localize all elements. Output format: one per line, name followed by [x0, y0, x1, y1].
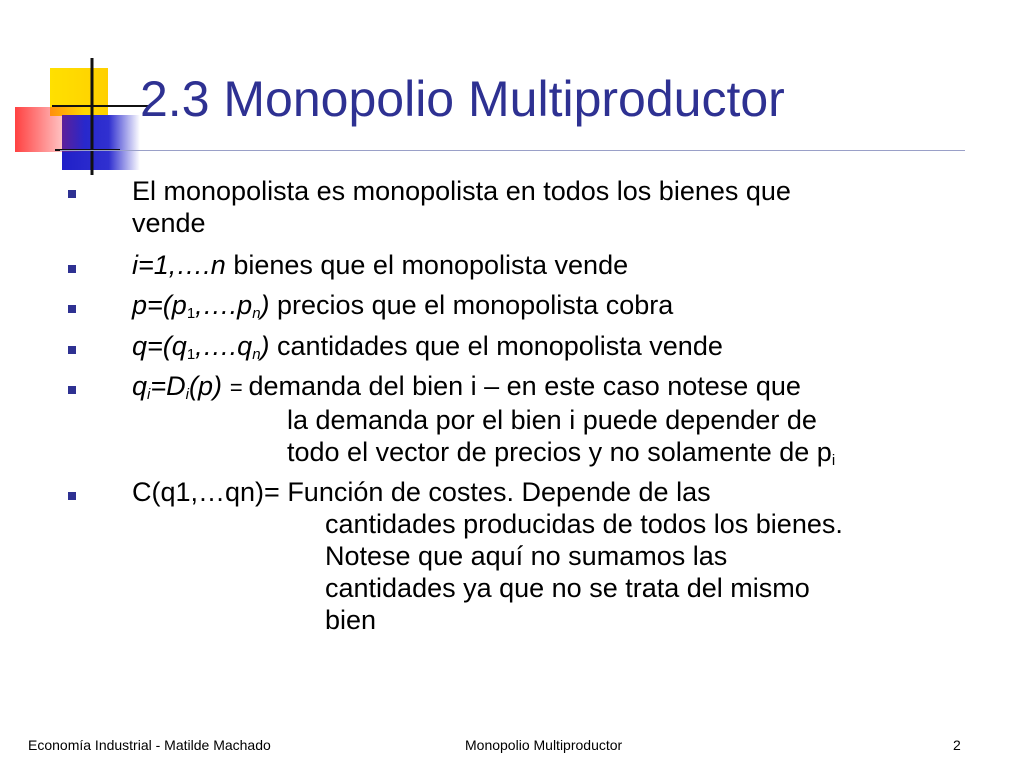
bullet-3-dots: ,….p: [195, 290, 253, 320]
bullet-6-line-1: C(q1,…qn)= Función de costes. Depende de las: [132, 477, 711, 507]
bullet-5-q: q: [132, 371, 148, 401]
bullet-marker: [68, 190, 76, 198]
bullet-3-sub-n: n: [252, 305, 261, 322]
bullet-6-line-3: Notese que aquí no sumamos las: [325, 541, 728, 571]
bullet-marker: [68, 305, 76, 313]
bullet-3-p: p: [132, 290, 148, 320]
bullet-6-line-4: cantidades ya que no se trata del mismo: [325, 573, 810, 603]
bullet-6-line-5: bien: [325, 605, 377, 635]
slide-title: 2.3 Monopolio Multiproductor: [140, 71, 785, 127]
bullet-item-1: [132, 175, 791, 239]
bullet-6-line-2: cantidades producidas de todos los bienes.: [325, 509, 843, 539]
bullet-5-line-2: la demanda por el bien i puede depender de: [287, 405, 817, 435]
bullet-1-line-2: vende: [132, 208, 206, 238]
bullet-5-sub-i: i: [147, 386, 151, 403]
bullet-4-text: cantidades que el monopolista vende: [269, 331, 723, 361]
bullet-3-text: precios que el monopolista cobra: [269, 290, 674, 320]
bullet-marker: [68, 492, 76, 500]
bullet-4-dots: ,….q: [195, 331, 253, 361]
bullet-4-eq: =(q: [147, 331, 187, 361]
bullet-marker: [68, 346, 76, 354]
footer-slide-title: Monopolio Multiproductor: [465, 737, 623, 753]
bullet-item-6: [132, 476, 843, 636]
bullet-item-3: [132, 289, 673, 321]
footer-page-number: 2: [953, 737, 961, 753]
bullet-3-sub-1: 1: [186, 305, 196, 322]
bullet-1-line-1: El monopolista es monopolista en todos los bienes que: [132, 176, 791, 206]
bullet-5-line-3: todo el vector de precios y no solamente de p: [287, 437, 832, 467]
bullet-item-4: [132, 330, 723, 362]
bullet-marker: [68, 265, 76, 273]
bullet-2-text: bienes que el monopolista vende: [225, 250, 629, 280]
slide-logo-decoration: [0, 0, 150, 180]
footer-author: Economía Industrial - Matilde Machado: [28, 737, 271, 753]
bullet-4-close: ): [260, 331, 270, 361]
bullet-4-q: q: [132, 331, 148, 361]
bullet-5-line-1: demanda del bien i – en este caso notese que: [248, 371, 801, 401]
bullet-3-eq: =(p: [147, 290, 187, 320]
bullet-marker: [68, 386, 76, 394]
bullet-5-eq: =D: [150, 371, 186, 401]
bullet-item-5: [132, 370, 835, 468]
bullet-4-sub-1: 1: [186, 346, 196, 363]
bullet-5-line-3-sub: i: [831, 452, 836, 469]
bullet-2-math: i=1,….n: [132, 250, 226, 280]
bullet-4-sub-n: n: [252, 346, 261, 363]
bullet-5-p: (p): [189, 371, 230, 401]
bullet-5-sub-i2: i: [185, 386, 189, 403]
bullet-3-close: ): [260, 290, 270, 320]
bullet-item-2: [132, 249, 628, 281]
title-divider: [60, 150, 965, 151]
bullet-5-equals: =: [229, 375, 249, 400]
